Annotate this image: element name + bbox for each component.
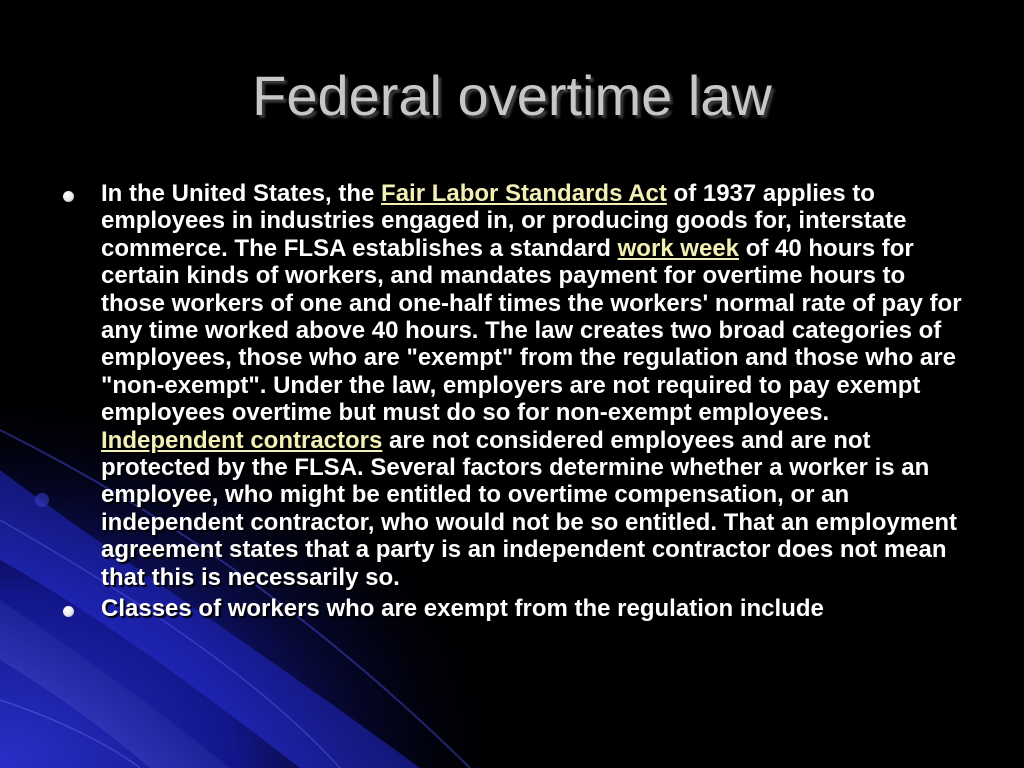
link-fair-labor-standards-act[interactable]: Fair Labor Standards Act xyxy=(381,180,667,207)
bullet-dot-icon xyxy=(63,606,74,617)
bullet-1-text-2: of 1937 applies to employees in industries engaged in, or producing goods for, interstate commerce. The FLSA establishes a standard xyxy=(101,180,907,262)
bullet-item-1 xyxy=(58,180,970,591)
bullet-dot-icon xyxy=(63,191,74,202)
bullet-2-text: Classes of workers who are exempt from the regulation include xyxy=(101,595,824,623)
bullet-1-text-4: are not considered employees and are not protected by the FLSA. Several factors determine whether a worker is an employee, who might be entitled to overtime compensation, or an independent contractor, who would not be so entitled. That an employment agreement states that a party is an independent contractor does not mean that this is necessarily so. xyxy=(101,426,958,591)
decor-orb xyxy=(35,493,49,507)
bullet-list xyxy=(58,180,970,627)
bullet-item-2 xyxy=(58,595,970,622)
slide-title: Federal overtime law xyxy=(252,64,772,127)
bullet-1-text-1: In the United States, the xyxy=(101,180,382,207)
link-work-week[interactable]: work week xyxy=(617,234,740,262)
bullet-1-text-3: of 40 hours for certain kinds of workers, and mandates payment for overtime hours to those workers of one and one-half times the workers' normal rate of pay for any time worked above 40 hours. The law creates two broad categories of employees, those who are "exempt" from the regulation and those who are "non-exempt". Under the law, employers are not required to pay exempt employees overtime but must do so for non-exempt employees. xyxy=(101,234,962,427)
link-independent-contractors[interactable]: Independent contractors xyxy=(101,426,383,454)
